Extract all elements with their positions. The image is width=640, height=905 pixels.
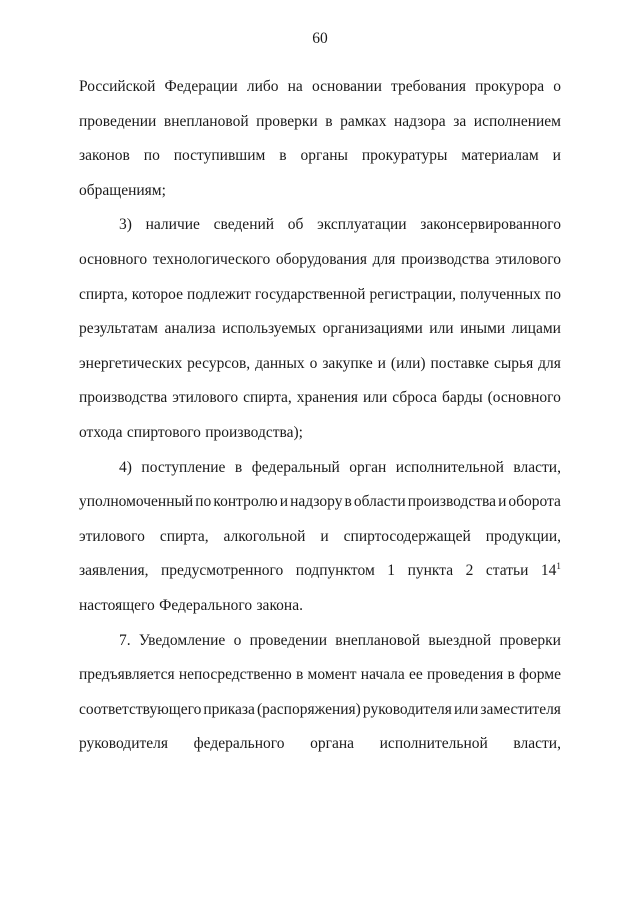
word: начала	[360, 666, 405, 684]
word: в	[344, 493, 352, 511]
word: уполномоченный	[79, 493, 194, 511]
word: законсервированного	[420, 216, 561, 234]
text-line	[79, 278, 561, 313]
word: 1	[387, 562, 396, 580]
text-line	[79, 589, 561, 624]
word: 4)	[119, 458, 132, 476]
word: иными	[460, 320, 506, 338]
word: заявления,	[79, 562, 149, 580]
word: результатам	[79, 320, 158, 338]
word: сброса	[392, 389, 438, 407]
word: технологического	[152, 250, 271, 268]
word: 2	[465, 562, 474, 580]
word: и	[552, 147, 561, 165]
word: либо	[246, 78, 279, 95]
word: прокурора	[475, 78, 545, 95]
word: проведения	[427, 666, 504, 684]
text-line	[79, 174, 561, 209]
text-line	[79, 520, 561, 555]
text-line	[79, 451, 561, 486]
word: предъявляется	[79, 666, 175, 684]
text-line	[79, 347, 561, 382]
word: по	[143, 147, 160, 165]
text-line	[79, 554, 561, 589]
word: поступление	[141, 458, 226, 476]
word: используемых	[222, 320, 317, 338]
word: руководителя	[362, 700, 452, 718]
word: или	[362, 389, 388, 407]
word: соответствующего	[79, 700, 202, 718]
word: наличие	[145, 216, 200, 234]
word: в	[325, 112, 333, 130]
word: власти,	[513, 735, 561, 753]
word: и	[279, 493, 289, 511]
text-line	[79, 139, 561, 174]
word: федеральный	[251, 458, 340, 476]
word: полученных	[460, 285, 541, 303]
word: заместителя	[480, 700, 561, 718]
word: исполнительной	[395, 458, 504, 476]
word: области	[353, 493, 406, 511]
text-line	[79, 658, 561, 693]
word: исполнением	[473, 112, 561, 130]
word: в	[507, 666, 515, 684]
word: энергетических	[79, 354, 183, 372]
word: по	[544, 285, 561, 303]
word: приказа	[203, 700, 255, 718]
superscript: 1	[556, 561, 561, 572]
word: этилового	[495, 250, 561, 268]
word: в	[295, 666, 304, 684]
word: (распоряжения)	[256, 700, 361, 718]
word: в	[279, 147, 287, 165]
word: проверки	[256, 112, 318, 130]
text-line	[79, 485, 561, 520]
word: и	[377, 354, 386, 372]
word: поступившим	[173, 147, 266, 165]
word: или	[454, 700, 479, 718]
word: о	[553, 78, 561, 95]
word: требования	[391, 78, 466, 95]
word: барды	[442, 389, 483, 407]
word: материалам	[461, 147, 539, 165]
word: производства);	[205, 423, 303, 441]
word: непосредственно	[178, 666, 292, 684]
word: исполнительной	[379, 735, 488, 753]
word: момент	[307, 666, 357, 684]
word: подпунктом	[295, 562, 375, 580]
word: внеплановой	[163, 112, 249, 130]
word: контролю	[213, 493, 278, 511]
word: об	[287, 216, 304, 234]
text-line	[79, 381, 561, 416]
word: спирта,	[159, 527, 209, 545]
word: регистрации,	[369, 285, 457, 303]
text-line	[79, 208, 561, 243]
word: для	[538, 354, 561, 372]
word: о	[309, 354, 318, 372]
word: надзору	[290, 493, 343, 511]
word: $14^1$	[540, 561, 561, 580]
word: производства	[407, 493, 497, 511]
word: проверки	[499, 631, 561, 649]
word: алкогольной	[223, 527, 306, 545]
word: статьи	[485, 562, 529, 580]
text-line	[79, 70, 561, 105]
word: поставке	[430, 354, 490, 372]
word: закона.	[256, 596, 303, 614]
word: основании	[311, 78, 382, 95]
word: и	[320, 527, 329, 545]
word: законов	[79, 147, 130, 165]
word: обращениям;	[79, 181, 166, 199]
word: закупке	[322, 354, 373, 372]
word: спиртового	[126, 423, 201, 441]
word: Уведомление	[138, 631, 226, 649]
word: хранения	[296, 389, 359, 407]
word: форме	[519, 666, 561, 684]
word: внеплановой	[335, 631, 421, 649]
word: (или)	[390, 354, 426, 372]
word: предусмотренного	[161, 562, 284, 580]
word: Российской	[79, 78, 156, 95]
word: выездной	[428, 631, 492, 649]
word: проведении	[79, 112, 157, 130]
word: пункта	[407, 562, 454, 580]
word: 7.	[119, 631, 131, 649]
word: ресурсов,	[187, 354, 251, 372]
text-line	[79, 693, 561, 728]
word: этилового	[172, 389, 239, 407]
word: власти,	[513, 458, 561, 476]
word: руководителя	[79, 735, 169, 753]
word: орган	[349, 458, 387, 476]
word: которое	[131, 285, 183, 303]
word: спиртосодержащей	[343, 527, 471, 545]
word: государственной	[255, 285, 366, 303]
word: проведении	[249, 631, 327, 649]
word: рамках	[340, 112, 387, 130]
word: или	[429, 320, 454, 338]
word: ее	[409, 666, 423, 684]
word: прокуратуры	[361, 147, 448, 165]
body-text	[79, 70, 561, 762]
word: (основного	[487, 389, 561, 407]
text-line	[79, 416, 561, 451]
word: за	[453, 112, 467, 130]
word: данных	[255, 354, 305, 372]
word: отхода	[79, 423, 123, 441]
text-line	[79, 727, 561, 762]
word: лицами	[511, 320, 561, 338]
word: и	[498, 493, 507, 511]
word: анализа	[164, 320, 216, 338]
word: подлежит	[187, 285, 251, 303]
text-line	[79, 105, 561, 140]
word: для	[372, 250, 396, 268]
word: 3)	[119, 216, 132, 234]
word: производства	[79, 389, 168, 407]
word: эксплуатации	[317, 216, 407, 234]
word: оборудования	[275, 250, 367, 268]
word: основного	[79, 250, 148, 268]
word: о	[233, 631, 242, 649]
word: оборота	[508, 493, 561, 511]
word: Федерального	[159, 596, 253, 614]
word: производства	[401, 250, 490, 268]
word: сведений	[213, 216, 275, 234]
word: спирта,	[243, 389, 292, 407]
word: органы	[300, 147, 348, 165]
word: в	[234, 458, 243, 476]
word: Федерации	[164, 78, 238, 95]
word: по	[195, 493, 212, 511]
word: продукции,	[485, 527, 561, 545]
word: этилового	[79, 527, 145, 545]
word: федерального	[193, 735, 285, 753]
text-line	[79, 624, 561, 659]
word: сырья	[493, 354, 534, 372]
text-line	[79, 312, 561, 347]
word: на	[287, 78, 303, 95]
text-line	[79, 243, 561, 278]
word: организациями	[322, 320, 423, 338]
word: надзора	[394, 112, 446, 130]
word: органа	[310, 735, 355, 753]
word: настоящего	[79, 596, 155, 614]
page-number: 60	[312, 30, 328, 47]
word: спирта,	[79, 285, 128, 303]
